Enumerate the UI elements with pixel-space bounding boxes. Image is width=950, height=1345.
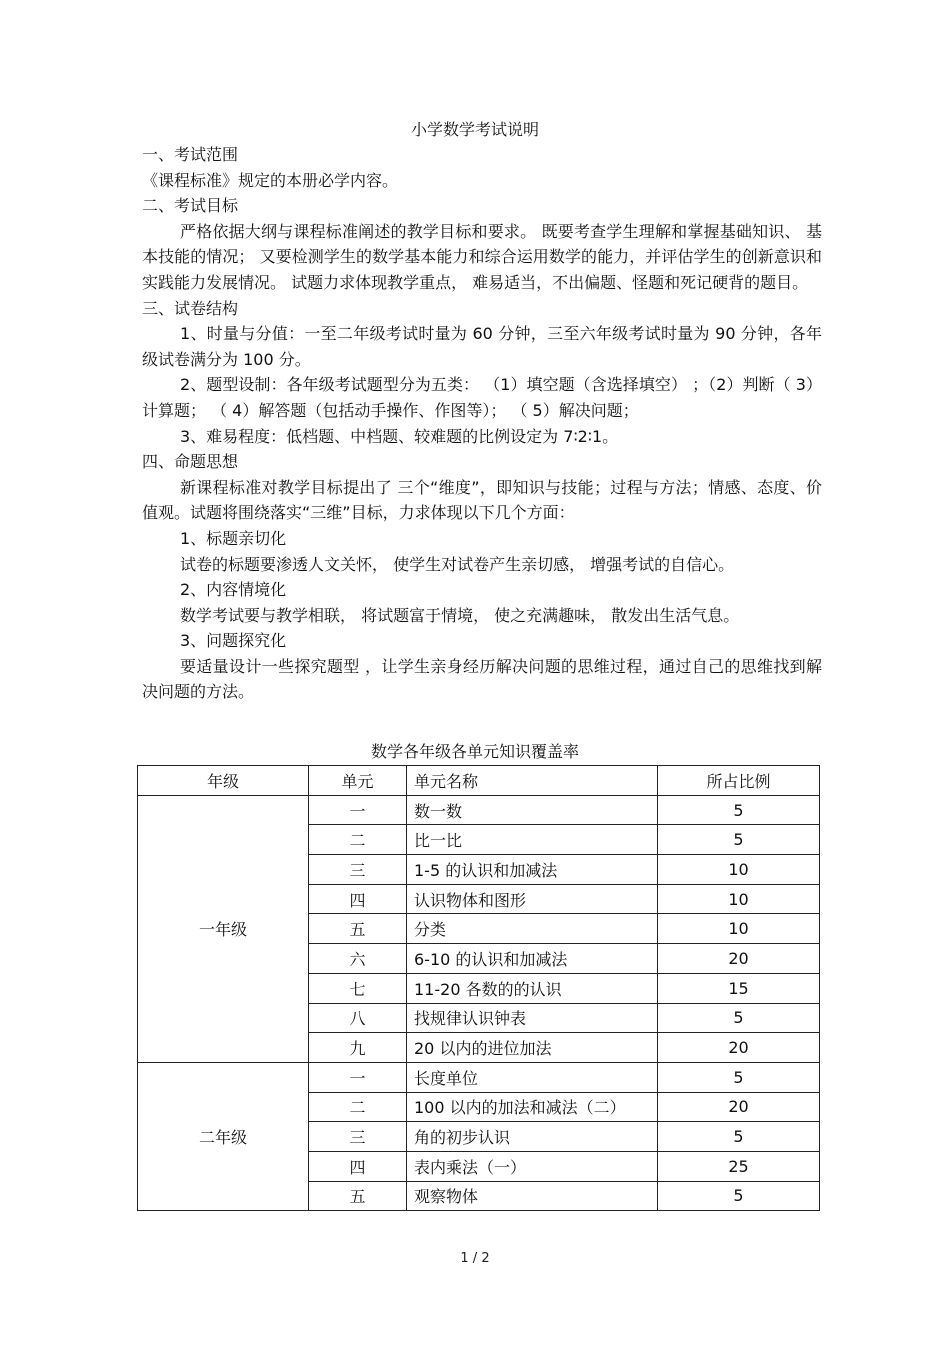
unit-name-cell: 100 以内的加法和减法（二） bbox=[407, 1092, 658, 1122]
unit-cell: 八 bbox=[309, 1003, 407, 1033]
unit-name-cell: 分类 bbox=[407, 914, 658, 944]
percentage-cell: 5 bbox=[658, 1003, 820, 1033]
percentage-cell: 5 bbox=[658, 1062, 820, 1092]
header-percentage: 所占比例 bbox=[658, 766, 820, 796]
unit-name-cell: 观察物体 bbox=[407, 1181, 658, 1211]
subsection-heading: 2、内容情境化 bbox=[180, 580, 287, 600]
section-text: 新课程标准对教学目标提出了 三个“维度”，即知识与技能；过程与方法；情感、态度、价值观。试题将围绕落实“三维”目标，力求体现以下几个方面： bbox=[142, 477, 822, 523]
header-unit: 单元 bbox=[309, 766, 407, 796]
header-grade: 年级 bbox=[138, 766, 309, 796]
unit-cell: 三 bbox=[309, 855, 407, 885]
percentage-cell: 20 bbox=[658, 944, 820, 974]
section-heading: 三、试卷结构 bbox=[142, 298, 239, 318]
coverage-table bbox=[137, 765, 820, 1211]
unit-name-cell: 11-20 各数的的认识 bbox=[407, 973, 658, 1003]
subsection-heading: 1、标题亲切化 bbox=[180, 528, 287, 548]
grade-cell: 一年级 bbox=[138, 795, 309, 1062]
unit-name-cell: 表内乘法（一） bbox=[407, 1151, 658, 1181]
unit-cell: 五 bbox=[309, 1181, 407, 1211]
section-heading: 四、命题思想 bbox=[142, 452, 239, 472]
unit-cell: 六 bbox=[309, 944, 407, 974]
unit-cell: 四 bbox=[309, 884, 407, 914]
unit-name-cell: 长度单位 bbox=[407, 1062, 658, 1092]
page-number: 1 / 2 bbox=[460, 1251, 490, 1266]
percentage-cell: 5 bbox=[658, 795, 820, 825]
section-text: 《课程标准》规定的本册必学内容。 bbox=[142, 170, 399, 190]
unit-cell: 五 bbox=[309, 914, 407, 944]
percentage-cell: 10 bbox=[658, 855, 820, 885]
unit-cell: 四 bbox=[309, 1151, 407, 1181]
unit-cell: 一 bbox=[309, 1062, 407, 1092]
percentage-cell: 5 bbox=[658, 1122, 820, 1152]
unit-name-cell: 20 以内的进位加法 bbox=[407, 1033, 658, 1063]
percentage-cell: 5 bbox=[658, 825, 820, 855]
percentage-cell: 15 bbox=[658, 973, 820, 1003]
unit-name-cell: 1-5 的认识和加减法 bbox=[407, 855, 658, 885]
unit-cell: 二 bbox=[309, 1092, 407, 1122]
unit-cell: 九 bbox=[309, 1033, 407, 1063]
subsection-text: 数学考试要与教学相联， 将试题富于情境， 使之充满趣味， 散发出生活气息。 bbox=[180, 605, 740, 625]
structure-item: 2、题型设制：各年级考试题型分为五类： （1）填空题（含选择填空） ；（2）判断（ 3）计算题； （ 4）解答题（包括动手操作、作图等）； （ 5）解决问题； bbox=[142, 375, 822, 420]
subsection-text: 试卷的标题要渗透人文关怀， 使学生对试卷产生亲切感， 增强考试的自信心。 bbox=[180, 554, 735, 574]
percentage-cell: 10 bbox=[658, 914, 820, 944]
unit-cell: 三 bbox=[309, 1122, 407, 1152]
document-body bbox=[142, 142, 822, 705]
section-heading: 一、考试范围 bbox=[142, 145, 239, 164]
table-row bbox=[138, 1062, 820, 1092]
unit-name-cell: 比一比 bbox=[407, 825, 658, 855]
table-title: 数学各年级各单元知识覆盖率 bbox=[370, 742, 579, 761]
section-text: 严格依据大纲与课程标准阐述的教学目标和要求。 既要考查学生理解和掌握基础知识、 基本技能的情况； 又要检测学生的数学基本能力和综合运用数学的能力，并评估学生的创新意识和实践能力发展情况。 试题力求体现教学重点， 难易适当，不出偏题、怪题和死记硬背的题目。 bbox=[142, 221, 822, 292]
percentage-cell: 20 bbox=[658, 1092, 820, 1122]
subsection-heading: 3、问题探究化 bbox=[180, 631, 287, 651]
section-heading: 二、考试目标 bbox=[142, 196, 239, 216]
percentage-cell: 10 bbox=[658, 884, 820, 914]
unit-cell: 二 bbox=[309, 825, 407, 855]
percentage-cell: 20 bbox=[658, 1033, 820, 1063]
table-row bbox=[138, 795, 820, 825]
unit-name-cell: 数一数 bbox=[407, 795, 658, 825]
unit-cell: 一 bbox=[309, 795, 407, 825]
header-unit-name: 单元名称 bbox=[407, 766, 658, 796]
table-header-row bbox=[138, 766, 820, 796]
unit-name-cell: 6-10 的认识和加减法 bbox=[407, 944, 658, 974]
page-title: 小学数学考试说明 bbox=[410, 120, 539, 139]
structure-item: 3、难易程度：低档题、中档题、较难题的比例设定为 7∶2∶1。 bbox=[180, 426, 619, 446]
unit-name-cell: 角的初步认识 bbox=[407, 1122, 658, 1152]
percentage-cell: 5 bbox=[658, 1181, 820, 1211]
unit-name-cell: 认识物体和图形 bbox=[407, 884, 658, 914]
subsection-text: 要适量设计一些探究题型 ，让学生亲身经历解决问题的思维过程，通过自己的思维找到解决问题的方法。 bbox=[142, 656, 822, 702]
unit-name-cell: 找规律认识钟表 bbox=[407, 1003, 658, 1033]
unit-cell: 七 bbox=[309, 973, 407, 1003]
structure-item: 1、时量与分值：一至二年级考试时量为 60 分钟，三至六年级考试时量为 90 分钟，各年级试卷满分为 100 分。 bbox=[142, 324, 822, 369]
percentage-cell: 25 bbox=[658, 1151, 820, 1181]
grade-cell: 二年级 bbox=[138, 1062, 309, 1210]
